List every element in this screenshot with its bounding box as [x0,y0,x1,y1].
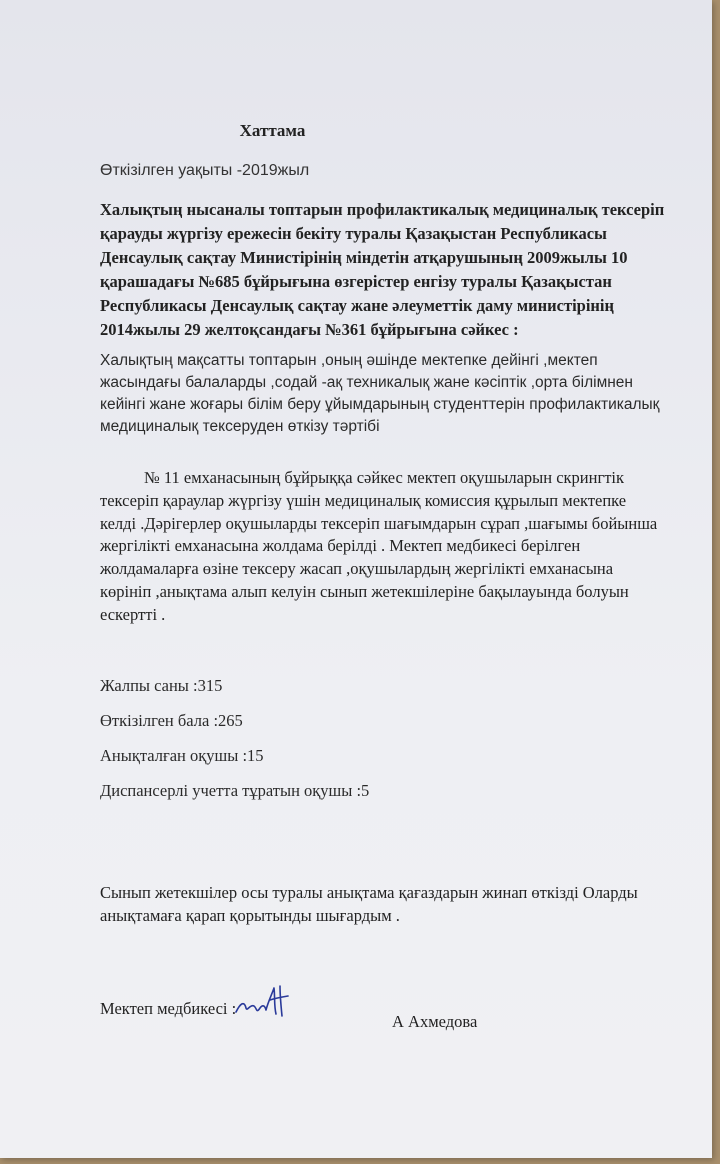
stat-examined: Өткізілген бала :265 [100,711,243,730]
statistics-list [100,675,600,815]
document-title: Хаттама [239,121,306,140]
nurse-label: Мектеп медбикесі : [100,999,237,1018]
held-time: Өткізілген уақыты -2019жыл [100,162,310,179]
stat-identified: Анықталған оқушы :15 [100,746,264,765]
nurse-name: А Ахмедова [392,1012,478,1031]
conclusion-paragraph: Сынып жетекшілер осы туралы анықтама қағаздарын жинап өткізді Оларды анықтамаға қарап қорытынды шығардым . [100,883,638,925]
stat-dispensary: Диспансерлі учетта тұратын оқушы :5 [100,781,370,800]
body-paragraph: № 11 емханасының бұйрыққа сәйкес мектеп оқушыларын скрингтік тексеріп қараулар жүргізу үшін медициналық комиссия құрылып мектепке келді .Дәрігерлер оқушыларды тексеріп шағымдарын сұрап ,шағымы бойынша жергілікті емханасына жолдама берілді . Мектеп медбикесі берілген жолдамаларға өзіне тексеру жасап ,оқушылардың жергілікті емханасына көрініп ,анықтама алып келуін сынып жетекшілеріне бақылауында болуын ескертті . [100,468,658,624]
signature [232,982,292,1022]
stat-total: Жалпы саны :315 [100,676,223,695]
legal-basis-paragraph: Халықтың нысаналы топтарын профилактикалық медициналық тексеріп қарауды жүргізу ережесін бекіту туралы Қазақыстан Республикасы Денсаулық сақтау Министірінің міндетін атқарушының 2009жылы 10 қарашадағы №685 бұйрығына өзгерістер енгізу туралы Қазақыстан Республикасы Денсаулық сақтау жане әлеуметтік даму министірінің 2014жылы 29 желтоқсандағы №361 бұйрығына сәйкес : [100,200,665,339]
procedure-paragraph: Халықтың мақсатты топтарын ,оның әшінде мектепке дейінгі ,мектеп жасындағы балаларды ,содай -ақ техникалық жане кәсіптік ,орта білімнен кейінгі жане жоғары білім беру ұйымдарының студенттерін профилактикалық медициналық тексеруден өткізу тәртібі [100,352,660,435]
